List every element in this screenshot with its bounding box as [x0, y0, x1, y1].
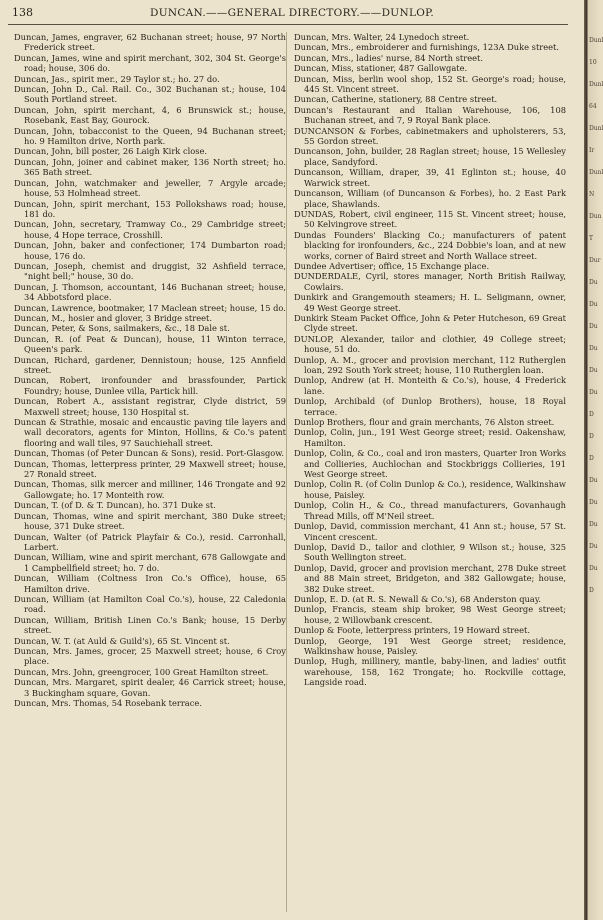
directory-entry: Dunlop, David D., tailor and clothier, 9 Wilson st.; house, 325 South Wellington street. — [294, 541, 566, 563]
directory-entry: Duncan's Restaurant and Italian Warehouse, 106, 108 Buchanan street, and 7, 9 Royal Bank place. — [294, 104, 566, 126]
edge-fragment: D — [589, 587, 594, 594]
right-column — [294, 32, 566, 688]
directory-entry: Duncan, Mrs. Walter, 24 Lynedoch street. — [294, 32, 470, 42]
running-title: DUNCAN.——GENERAL DIRECTORY.——DUNLOP. — [149, 7, 435, 19]
directory-entry: Duncan, T. (of D. & T. Duncan), ho. 371 Duke st. — [14, 500, 216, 511]
directory-entry: Duncan, Mrs. James, grocer, 25 Maxwell street; house, 6 Croy place. — [14, 645, 286, 667]
edge-fragment: Dunl — [589, 169, 603, 176]
directory-entry: Duncan, Joseph, chemist and druggist, 32 Ashfield terrace, "night bell;" house, 30 do. — [14, 260, 286, 282]
directory-entry: Duncan, John, tobacconist to the Queen, 94 Buchanan street; ho. 9 Hamilton drive, North park. — [14, 125, 286, 147]
directory-entry: Duncan & Strathie, mosaic and encaustic paving tile layers and wall decorators, agents for Minton, Hollins, & Co.'s patent flooring and wall tiles, 97 Sauchiehall street. — [14, 417, 286, 448]
directory-entry: Dunlop, Hugh, millinery, mantle, baby-linen, and ladies' outfit warehouse, 158, 162 Trongate; ho. Rockville cottage, Langside road. — [294, 656, 566, 688]
directory-entry: Duncan, Mrs. Thomas, 54 Rosebank terrace. — [14, 698, 202, 708]
directory-entry: Dunlop Brothers, flour and grain merchants, 76 Alston street. — [294, 417, 555, 428]
directory-entry: Duncan, William, wine and spirit merchant, 678 Gallowgate and 1 Campbellfield street; ho. 7 do. — [14, 552, 286, 573]
directory-entry: Duncan, Thomas, wine and spirit merchant, 380 Duke street; house, 371 Duke street. — [14, 510, 286, 532]
directory-entry: DUNDAS, Robert, civil engineer, 115 St. Vincent street; house, 50 Kelvingrove street. — [294, 208, 566, 230]
directory-entry: Duncan, William (Coltness Iron Co.'s Office), house, 65 Hamilton drive. — [14, 573, 286, 594]
edge-fragment: T — [589, 235, 594, 242]
directory-entry: Dunlop, Colin R. (of Colin Dunlop & Co.), residence, Walkinshaw house, Paisley. — [294, 479, 566, 500]
directory-entry: Duncan, Jas., spirit mer., 29 Taylor st.; ho. 27 do. — [14, 73, 220, 84]
directory-entry: Duncan, John, spirit merchant, 4, 6 Brunswick st.; house, Rosebank, East Bay, Gourock. — [14, 104, 286, 126]
directory-entry: Dunlop, Andrew (at H. Monteith & Co.'s), house, 4 Frederick lane. — [294, 375, 566, 396]
directory-entry: Dunlop, Francis, steam ship broker, 98 West George street; house, 2 Willowbank crescent. — [294, 604, 566, 625]
directory-entry: Duncan, Robert, ironfounder and brassfounder, Partick Foundry; house, Dunlee villa, Partick hill. — [14, 375, 286, 396]
directory-entry: Dunlop, George, 191 West George street; residence, Walkinshaw house, Paisley. — [294, 635, 566, 656]
directory-entry: Dundas Founders' Blacking Co.; manufacturers of patent blacking for ironfounders, &c., 224 Dobbie's loan, and at new works, corner of Baird street and North Wallace street. — [294, 229, 566, 261]
edge-fragment: Du — [589, 389, 598, 396]
directory-entry: Duncan, Thomas (of Peter Duncan & Sons), resid. Port-Glasgow. — [14, 448, 285, 459]
directory-entry: Duncan, Peter, & Sons, sailmakers, &c., 18 Dale st. — [14, 323, 230, 334]
edge-fragment: N — [589, 191, 595, 198]
directory-entry: Duncan, Thomas, letterpress printer, 29 Maxwell street; house, 27 Ronald street. — [14, 458, 286, 480]
directory-entry: Duncan, John, secretary, Tramway Co., 29 Cambridge street; house, 4 Hope terrace, Crosshill. — [14, 219, 286, 240]
directory-entry: Duncan, John, bill poster, 26 Laigh Kirk close. — [14, 146, 208, 157]
edge-fragment: Du — [589, 543, 598, 550]
directory-entry: Duncan, Catherine, stationery, 88 Centre street. — [294, 94, 498, 105]
directory-entry: Duncan, Thomas, silk mercer and milliner, 146 Trongate and 92 Gallowgate; ho. 17 Monteith row. — [14, 479, 286, 500]
edge-fragment: Dunl — [589, 125, 603, 132]
directory-entry: Duncan, John D., Cal. Rail. Co., 302 Buchanan st.; house, 104 South Portland street. — [14, 84, 286, 105]
directory-entry: Dunlop, Colin, & Co., coal and iron masters, Quarter Iron Works and Collieries, Auchlochan and Stockbriggs Collieries, 191 West George street. — [294, 448, 566, 480]
edge-fragment: Du — [589, 499, 598, 506]
directory-entry: Duncan, James, engraver, 62 Buchanan street; house, 97 North Frederick street. — [14, 32, 286, 53]
directory-entry: Duncanson, John, builder, 28 Raglan street; house, 15 Wellesley place, Sandyford. — [294, 146, 566, 167]
edge-fragment: Du — [589, 521, 598, 528]
directory-entry: Duncan, Lawrence, bootmaker, 17 Maclean street; house, 15 do. — [14, 302, 286, 313]
directory-entry: Duncan, Mrs. Margaret, spirit dealer, 46 Carrick street; house, 3 Buckingham square, Govan. — [14, 677, 286, 698]
edge-fragment: Dunl — [589, 81, 603, 88]
directory-entry: Duncan, J. Thomson, accountant, 146 Buchanan street; house, 34 Abbotsford place. — [14, 281, 286, 303]
directory-entry: Duncan, Walter (of Patrick Playfair & Co.), resid. Carronhall, Larbert. — [14, 531, 286, 552]
edge-fragment: Du — [589, 565, 598, 572]
adjacent-page-fragments — [589, 30, 603, 602]
header-rule — [8, 24, 568, 25]
adjacent-page-edge — [584, 0, 603, 920]
directory-entry: Dunlop, Colin, jun., 191 West George street; resid. Oakenshaw, Hamilton. — [294, 427, 566, 448]
directory-entry: Duncan, Miss, berlin wool shop, 152 St. George's road; house, 445 St. Vincent street. — [294, 73, 566, 95]
edge-fragment: D — [589, 433, 594, 440]
directory-entry: Duncan, Richard, gardener, Dennistoun; house, 125 Annfield street. — [14, 354, 286, 375]
directory-entry: Dunlop, E. D. (at R. S. Newall & Co.'s), 68 Anderston quay. — [294, 593, 542, 604]
directory-entry: Duncan, William, British Linen Co.'s Bank; house, 15 Derby street. — [14, 614, 286, 636]
directory-entry: Duncan, R. (of Peat & Duncan), house, 11 Winton terrace, Queen's park. — [14, 333, 286, 355]
edge-fragment: Du — [589, 301, 598, 308]
directory-entry: Duncan, Miss, stationer, 487 Gallowgate. — [294, 63, 468, 74]
edge-fragment: Dur — [589, 257, 601, 264]
directory-entry: Duncan, William (at Hamilton Coal Co.'s), house, 22 Caledonia road. — [14, 593, 286, 615]
directory-entry: Duncan, W. T. (at Auld & Guild's), 65 St. Vincent st. — [14, 635, 230, 646]
directory-entry: Duncan, Mrs., ladies' nurse, 84 North street. — [294, 52, 484, 63]
edge-fragment: Du — [589, 345, 598, 352]
directory-entry: Duncanson, William, draper, 39, 41 Eglinton st.; house, 40 Warwick street. — [294, 167, 566, 188]
directory-entry: Duncanson, William (of Duncanson & Forbes), ho. 2 East Park place, Shawlands. — [294, 188, 566, 209]
directory-entry: Duncan, John, spirit merchant, 153 Pollokshaws road; house, 181 do. — [14, 198, 286, 219]
directory-entry: Duncan, James, wine and spirit merchant, 302, 304 St. George's road; house, 306 do. — [14, 52, 286, 74]
edge-fragment: D — [589, 411, 594, 418]
page-header — [8, 4, 576, 22]
directory-entry: Duncan, Mrs., embroiderer and furnishings, 123A Duke street. — [294, 42, 560, 53]
directory-entry: Dundee Advertiser; office, 15 Exchange place. — [294, 260, 490, 271]
edge-fragment: Du — [589, 367, 598, 374]
edge-fragment: Ir — [589, 147, 595, 154]
edge-fragment: Dunl — [589, 37, 603, 44]
edge-fragment: Du — [589, 323, 598, 330]
directory-entry: DUNDERDALE, Cyril, stores manager, North British Railway, Cowlairs. — [294, 271, 566, 292]
directory-entry: Dunlop, Colin H., & Co., thread manufacturers, Govanhaugh Thread Mills, off M'Neil street. — [294, 500, 566, 521]
directory-entry: Duncan, John, baker and confectioner, 174 Dumbarton road; house, 176 do. — [14, 240, 286, 261]
edge-fragment: Du — [589, 477, 598, 484]
directory-entry: Dunkirk and Grangemouth steamers; H. L. Seligmann, owner, 49 West George street. — [294, 292, 566, 313]
edge-fragment: D — [589, 455, 594, 462]
page-number: 138 — [12, 6, 33, 19]
directory-entry: DUNCANSON & Forbes, cabinetmakers and upholsterers, 53, 55 Gordon street. — [294, 125, 566, 147]
directory-entry: Dunkirk Steam Packet Office, John & Peter Hutcheson, 69 Great Clyde street. — [294, 312, 566, 334]
edge-fragment: 10 — [589, 59, 597, 66]
directory-entry: Duncan, M., hosier and glover, 3 Bridge street. — [14, 312, 212, 323]
edge-fragment: Dun — [589, 213, 602, 220]
directory-entry: Dunlop, David, grocer and provision merchant, 278 Duke street and 88 Main street, Bridgeton, and 382 Gallowgate; house, 382 Duke street. — [294, 562, 566, 594]
directory-entry: Dunlop, A. M., grocer and provision merchant, 112 Rutherglen loan, 292 South York street; house, 110 Rutherglen loan. — [294, 354, 566, 375]
directory-entry: Dunlop & Foote, letterpress printers, 19 Howard street. — [294, 625, 530, 636]
directory-entry: Duncan, John, watchmaker and jeweller, 7 Argyle arcade; house, 53 Holmhead street. — [14, 177, 286, 199]
directory-entry: Duncan, John, joiner and cabinet maker, 136 North street; ho. 365 Bath street. — [14, 156, 286, 178]
edge-fragment: 64 — [589, 103, 597, 110]
directory-entry: Dunlop, Archibald (of Dunlop Brothers), house, 18 Royal terrace. — [294, 396, 566, 417]
left-column — [14, 32, 286, 708]
edge-fragment: Du — [589, 279, 598, 286]
directory-entry: Dunlop, David, commission merchant, 41 Ann st.; house, 57 St. Vincent crescent. — [294, 521, 566, 542]
directory-entry: Duncan, Robert A., assistant registrar, Clyde district, 59 Maxwell street; house, 130 Hospital st. — [14, 396, 286, 417]
directory-entry: DUNLOP, Alexander, tailor and clothier, 49 College street; house, 51 do. — [294, 333, 566, 355]
column-divider — [286, 32, 287, 912]
directory-entry: Duncan, Mrs. John, greengrocer, 100 Great Hamilton street. — [14, 666, 269, 677]
